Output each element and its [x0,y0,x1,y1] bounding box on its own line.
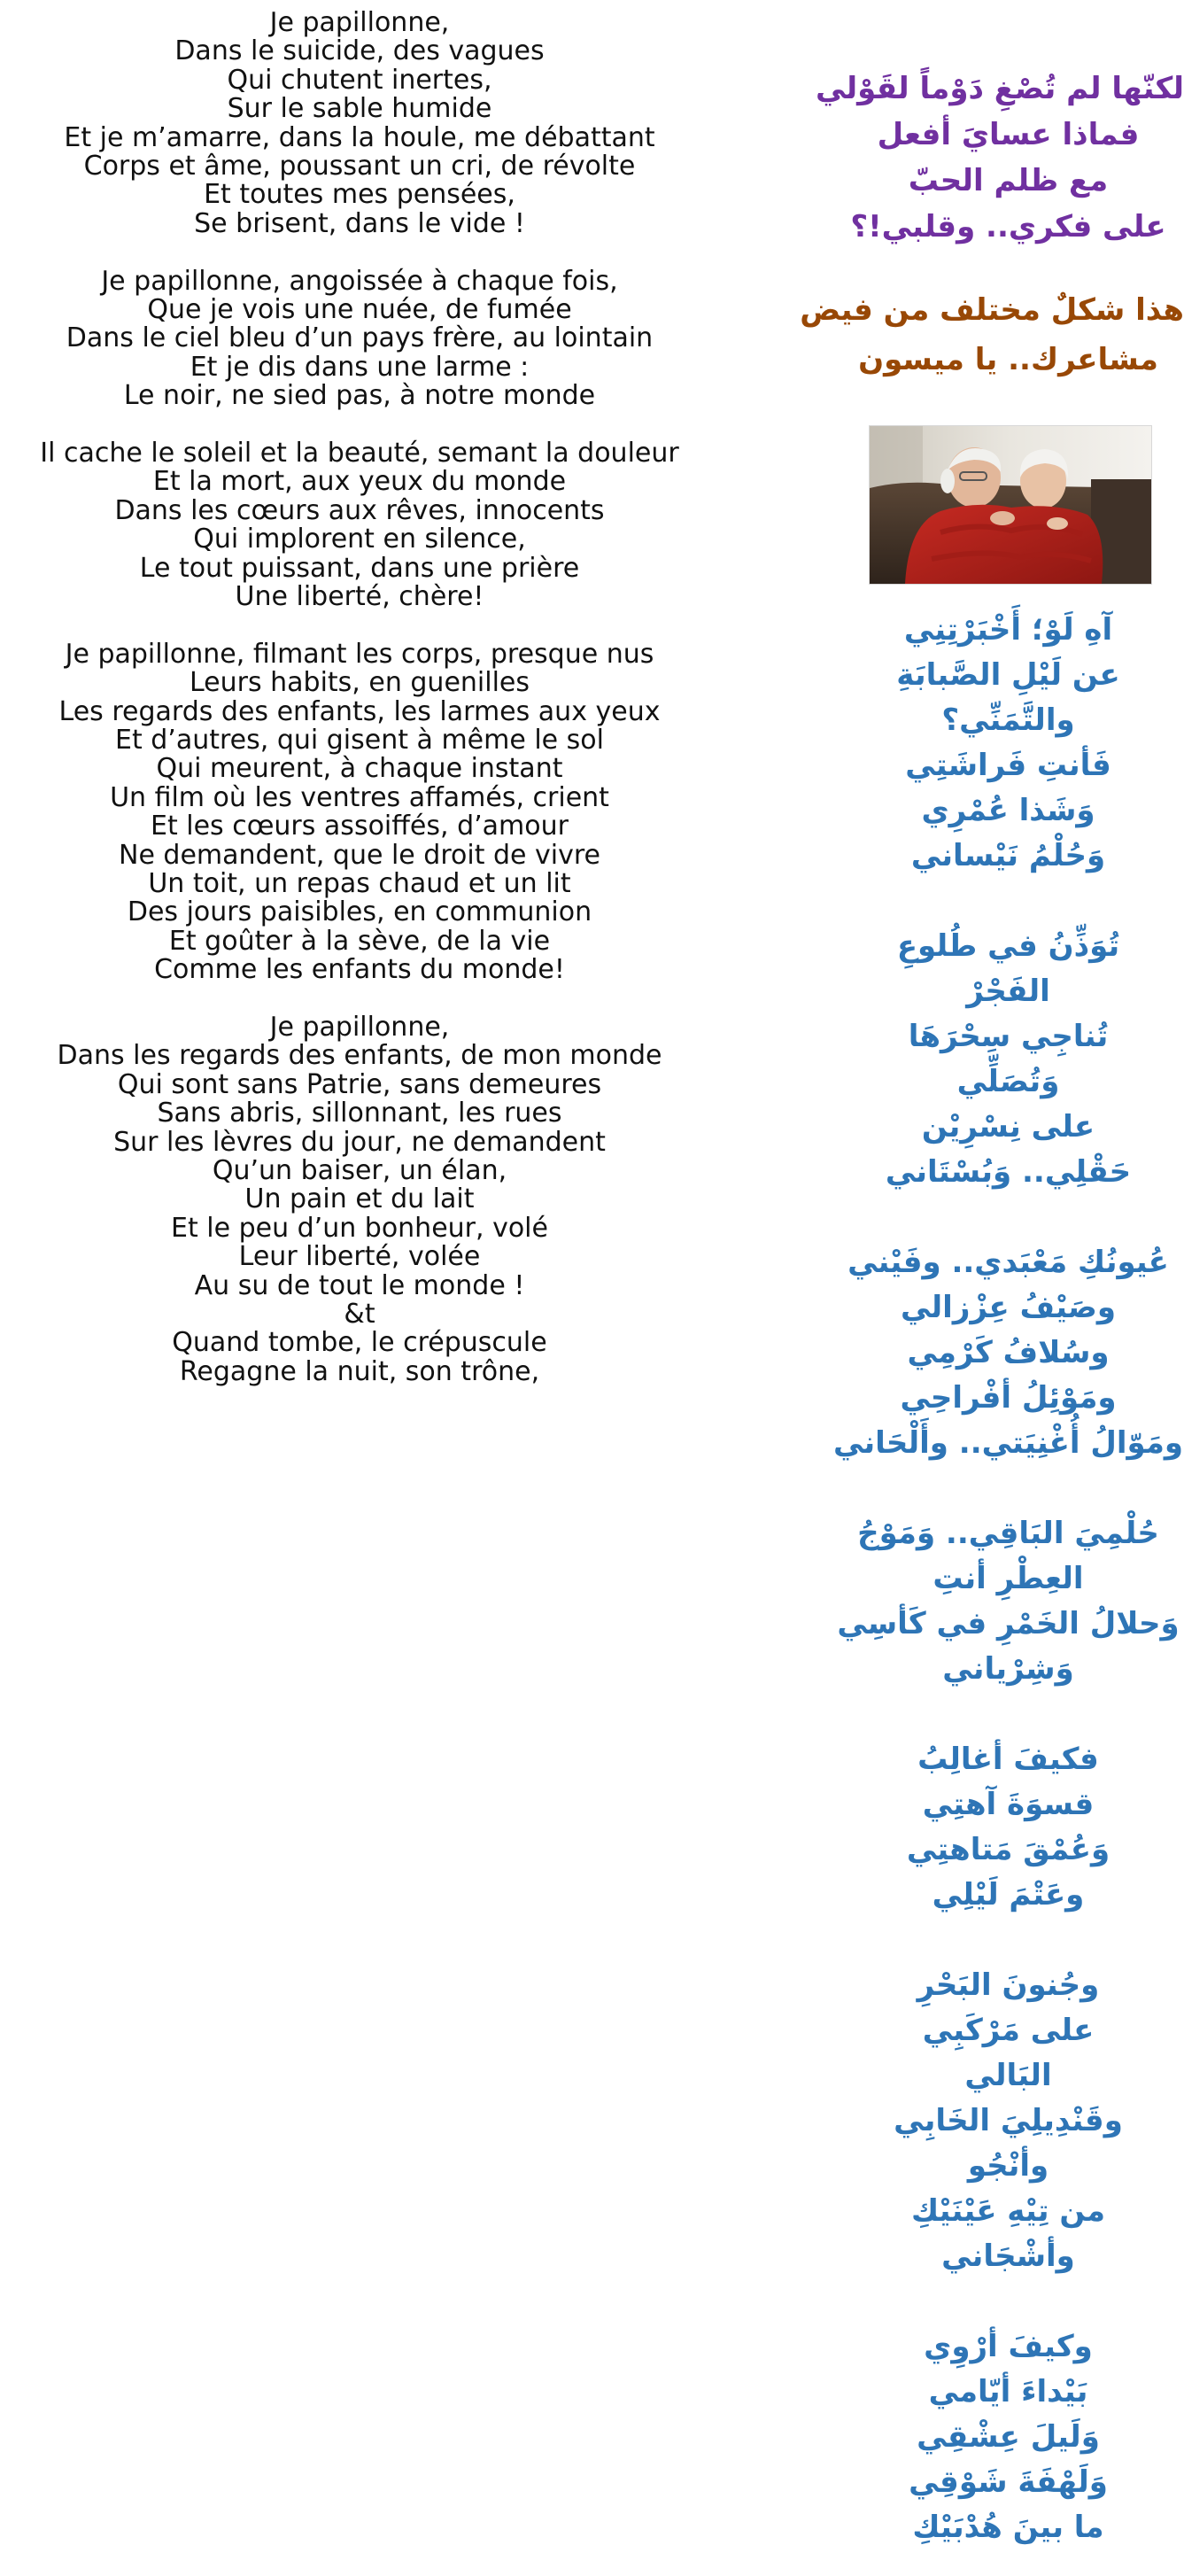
arabic-verse-line: الفَجْرْ [966,974,1050,1009]
french-verse-line: Au su de tout le monde ! [194,1269,525,1301]
arabic-verse-line: وَحُلْمُ نَيْساني [910,838,1106,873]
french-verse-line: Et d’autres, qui gisent à même le sol [115,725,604,756]
arabic-intro-line: على فكري.. وقلبي!؟ [850,209,1166,244]
arabic-verse-line: البَالي [964,2058,1052,2093]
french-verse-line: Je papillonne, filmant les corps, presque nus [65,638,654,670]
arabic-verse-line: وَشِرْياني [942,1651,1074,1687]
arabic-verse-line: حُلْمِيَ البَاقِي.. وَمَوْجُ [857,1516,1159,1551]
arabic-verse-line: تُوَذِّنُ في طُلوعِ [896,928,1120,964]
french-verse-line: Se brisent, dans le vide ! [194,207,525,239]
french-verse-line: Un pain et du lait [244,1183,475,1215]
french-verse-line: Et le peu d’un bonheur, volé [171,1212,548,1244]
french-verse-line: Ne demandent, que le droit de vivre [119,839,600,871]
arabic-verse-line: حَقْلِي.. وَبُسْتَاني [885,1154,1132,1190]
arabic-verse-line: العِطْرِ أنتِ [932,1561,1084,1596]
arabic-verse-line: وَتُصَلِّي [956,1064,1060,1099]
french-verse-line: Qui chutent inertes, [227,64,492,96]
arabic-dedication-line: مشاعرك.. يا ميسون [858,342,1158,377]
french-verse-line: Une liberté, chère! [235,581,484,612]
arabic-dedication-line: هذا شكلٌ مختلف من فيض [800,292,1184,328]
arabic-verse-line: وَلَيلَ عِشْقِي [917,2419,1100,2455]
arabic-verse-line: وأشْجَاني [941,2238,1075,2274]
french-verse-line: Leur liberté, volée [238,1241,481,1273]
elderly-couple-photo [869,425,1152,585]
french-verse-line: Comme les enfants du monde! [154,954,565,986]
photo-illustration [870,426,1151,584]
arabic-intro-line: مع ظلم الحبّ [908,163,1109,198]
arabic-verse-line: على مَرْكَبِي [922,2013,1095,2048]
arabic-verse-line: آهِ لَوْ؛ أَخْبَرْتِنِي [903,612,1113,648]
french-verse-line: Et la mort, aux yeux du monde [152,466,567,498]
french-verse-line: Il cache le soleil et la beauté, semant la douleur [40,438,679,469]
arabic-verse-line: ومَوْئِلُ أفْراحِي [900,1380,1117,1416]
arabic-verse-line: عُيونُكِ مَعْبَدي.. وفَيْني [847,1245,1169,1280]
french-verse-line: Un film où les ventres affamés, crient [110,781,609,813]
french-verse-line: Et je m’amarre, dans la houle, me débattant [64,121,655,153]
french-verse-line: Je papillonne, [269,1012,450,1043]
french-verse-line: Quand tombe, le crépuscule [172,1327,547,1359]
arabic-verse-line: وَعُمْقَ مَتاهتِي [906,1832,1110,1867]
french-verse-line: Et les cœurs assoiffés, d’amour [151,811,569,842]
arabic-verse-line: ومَوّالُ أُغْنِيَتي.. وأَلْحَاني [832,1425,1184,1461]
arabic-verse-line: والتَّمَنِّي؟ [941,702,1075,738]
arabic-verse-line: عن لَيْلِ الصَّبابَةِ [896,657,1120,693]
arabic-verse-line: وجُنونَ البَحْرِ [917,1967,1100,2003]
arabic-verse-line: على نِسْرِيْن [921,1109,1095,1144]
arabic-verse-line: بَيْداءَ أيّامي [928,2374,1088,2409]
arabic-intro-line: فماذا عسايَ أفعل [877,117,1140,152]
arabic-verse-line: تُناجِي سِحْرَهَا [908,1019,1109,1054]
arabic-verse-line: وأنْجُو [967,2148,1049,2184]
arabic-verse-line: ما بينَ هُدْبَيْكِ [912,2510,1104,2545]
french-verse-line: Dans le suicide, des vagues [174,35,545,67]
french-verse-line: Le tout puissant, dans une prière [139,552,580,584]
french-verse-line: Le noir, ne sied pas, à notre monde [123,380,596,412]
french-verse-line: Qui meurent, à chaque instant [156,753,563,785]
french-verse-line: Que je vois une nuée, de fumée [147,294,572,325]
french-verse-line: Sur les lèvres du jour, ne demandent [113,1126,606,1158]
arabic-verse-line: وسُلافُ كَرْمِي [907,1335,1110,1370]
french-verse-line: Sans abris, sillonnant, les rues [157,1098,562,1129]
arabic-verse-line: وصَيْفُ عِزْزالي [901,1290,1116,1325]
arabic-verse-line: وَلَهْفَةَ شَوْقِي [909,2464,1108,2500]
arabic-verse-line: وعَتْمَ لَيْلِي [932,1877,1085,1913]
french-verse-line: Un toit, un repas chaud et un lit [148,868,571,899]
arabic-verse-line: وَشَذا عُمْرِي [921,793,1095,828]
french-verse-line: Dans le ciel bleu d’un pays frère, au lointain [66,322,654,354]
arabic-verse-line: فَأنتِ فَراشَتِي [905,748,1111,783]
french-verse-line: Regagne la nuit, son trône, [179,1355,540,1387]
french-verse-line: Qui implorent en silence, [193,524,526,555]
french-verse-line: Qu’un baiser, un élan, [212,1155,507,1186]
french-verse-line: Et toutes mes pensées, [204,179,515,211]
arabic-intro-line: لكنّها لم تُصْغِ دَوْماً لقَوْلي [815,71,1184,106]
french-verse-line: Dans les cœurs aux rêves, innocents [114,494,605,526]
french-verse-line: Les regards des enfants, les larmes aux yeux [58,695,661,727]
french-verse-line: Dans les regards des enfants, de mon monde [57,1040,662,1072]
french-verse-line: Je papillonne, [269,7,450,38]
arabic-verse-line: وكيفَ أرْوِي [924,2329,1093,2364]
arabic-verse-line: من تِيْهِ عَيْنَيْكِ [910,2193,1106,2229]
french-verse-line: Je papillonne, angoissée à chaque fois, [101,265,618,297]
french-verse-line: Leurs habits, en guenilles [189,667,530,699]
french-verse-line: Sur le sable humide [227,93,492,125]
arabic-verse-line: وقَنْدِيلِيَ الخَابِي [894,2103,1123,2138]
arabic-verse-line: فكيفَ أغالِبُ [917,1742,1099,1777]
french-verse-line: Corps et âme, poussant un cri, de révolte [83,151,636,182]
arabic-verse-line: قسوَةَ آهتِي [922,1787,1095,1822]
french-verse-line: Et je dis dans une larme : [190,351,530,383]
french-verse-line: &t [344,1299,375,1330]
french-verse-line: Et goûter à la sève, de la vie [168,925,551,957]
arabic-verse-line: وَحلالُ الخَمْرِ في كَأسِي [837,1606,1180,1641]
arabic-poem-column [800,0,1184,2576]
french-verse-line: Qui sont sans Patrie, sans demeures [117,1068,602,1100]
french-verse-line: Des jours paisibles, en communion [127,896,592,928]
